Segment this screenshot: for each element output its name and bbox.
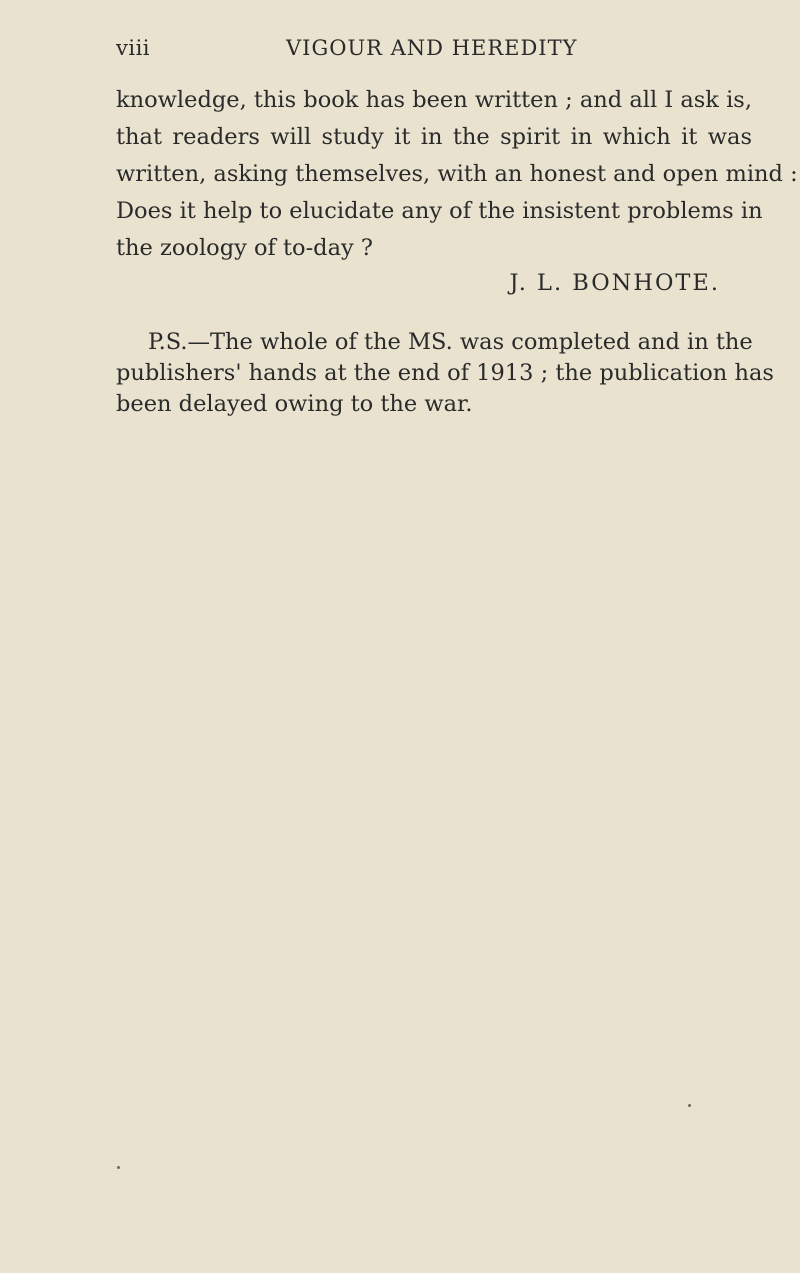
text-line: knowledge, this book has been written ; and all I ask is, bbox=[116, 87, 752, 113]
postscript-line: P.S.—The whole of the MS. was completed and in the bbox=[148, 329, 753, 355]
page-number: viii bbox=[116, 36, 151, 60]
paper-speck bbox=[688, 1104, 691, 1107]
author-signature: J. L. BONHOTE. bbox=[509, 270, 720, 296]
postscript bbox=[116, 327, 774, 420]
paper-speck bbox=[117, 1166, 120, 1169]
text-line: Does it help to elucidate any of the insistent problems in bbox=[116, 198, 763, 224]
running-head bbox=[116, 36, 752, 66]
text-line: the zoology of to-day ? bbox=[116, 235, 373, 261]
preface-closing-paragraph bbox=[116, 82, 798, 302]
text-line: written, asking themselves, with an honest and open mind : bbox=[116, 161, 798, 187]
book-title: VIGOUR AND HEREDITY bbox=[286, 36, 578, 60]
postscript-line: been delayed owing to the war. bbox=[116, 391, 473, 417]
text-line: that readers will study it in the spirit in which it was bbox=[116, 124, 752, 150]
postscript-line: publishers' hands at the end of 1913 ; the publication has bbox=[116, 360, 774, 386]
